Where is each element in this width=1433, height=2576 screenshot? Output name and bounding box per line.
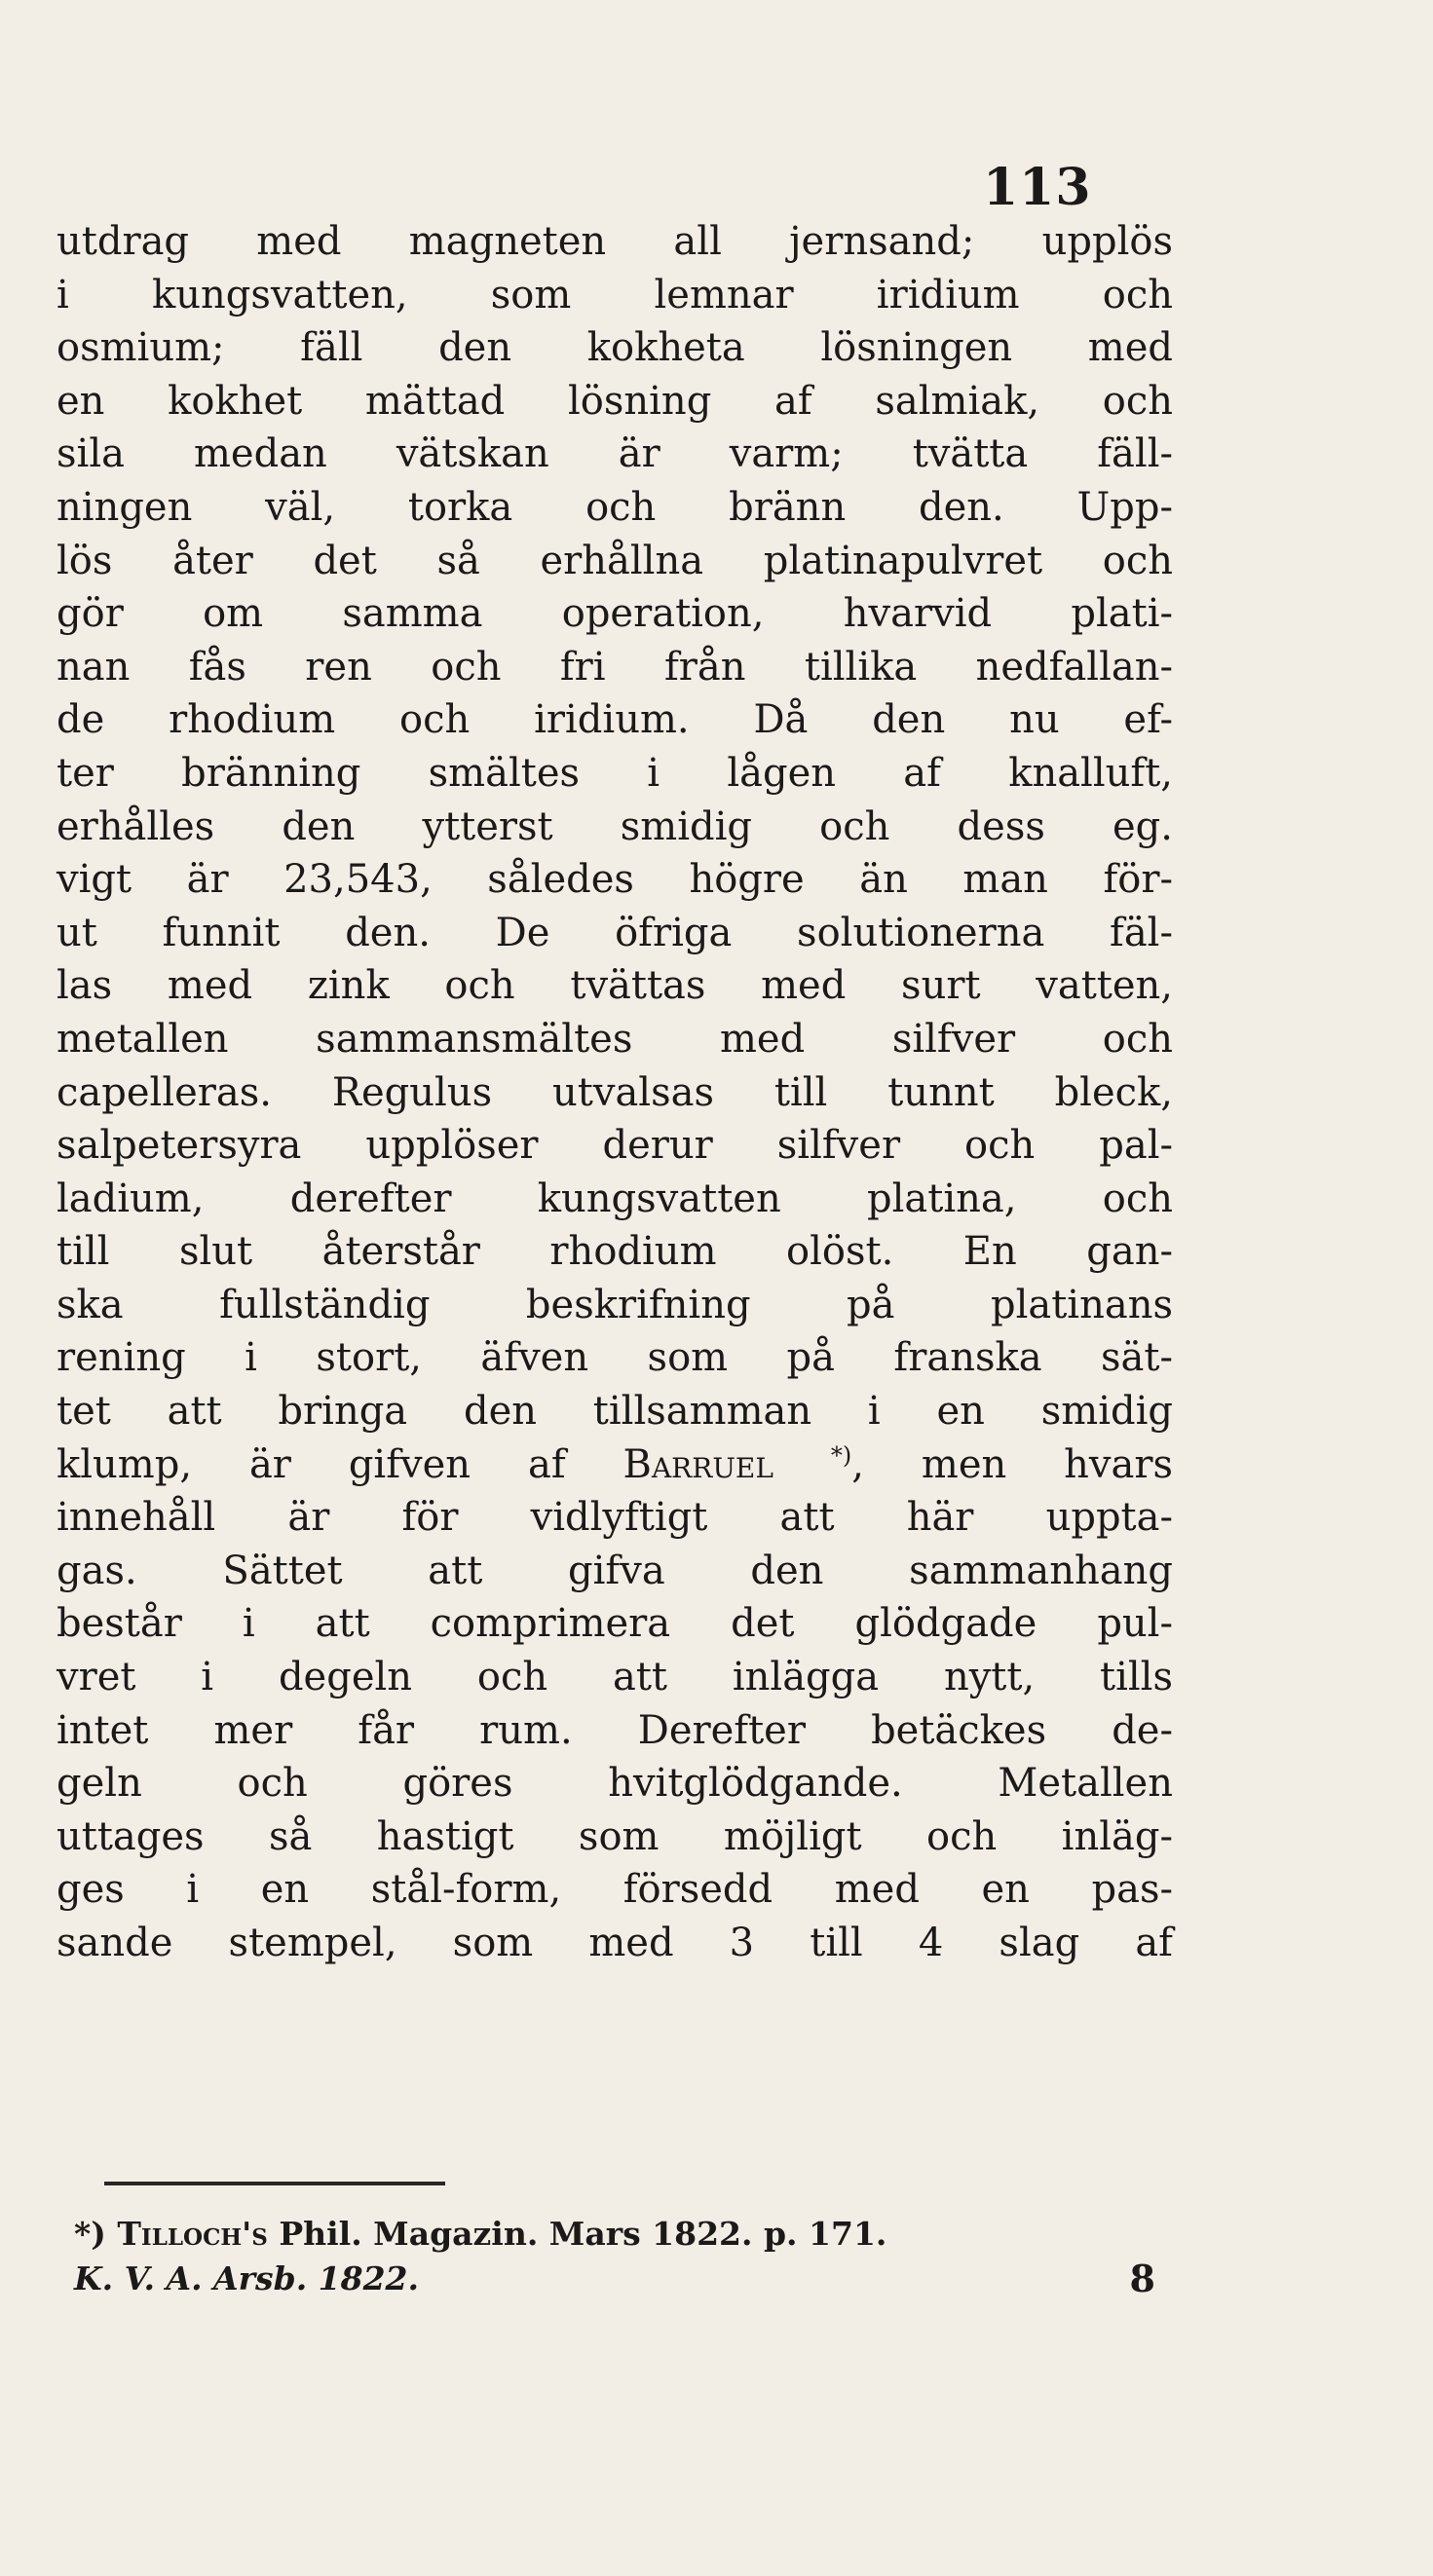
text-line: ladium, derefter kungsvatten platina, och bbox=[57, 1176, 1173, 1221]
text-line: ges i en stål-form, försedd med en pas- bbox=[57, 1867, 1173, 1913]
text-line: lös åter det så erhållna platinapulvret och bbox=[57, 538, 1173, 583]
text-line: ska fullständig beskrifning på platinans bbox=[57, 1282, 1173, 1327]
page-number: 113 bbox=[983, 158, 1092, 217]
footnote-reference: *) bbox=[830, 1441, 852, 1470]
text-line: salpetersyra upplöser derur silfver och pal- bbox=[57, 1123, 1173, 1169]
footnote-author: Tilloch's bbox=[117, 2215, 268, 2253]
footnote-marker: *) bbox=[74, 2215, 106, 2253]
text-line: osmium; fäll den kokheta lösningen med bbox=[57, 325, 1173, 371]
text-line: las med zink och tvättas med surt vatten, bbox=[57, 963, 1173, 1009]
text-line: består i att comprimera det glödgade pul- bbox=[57, 1601, 1173, 1647]
text-line: till slut återstår rhodium olöst. En gan- bbox=[57, 1229, 1173, 1275]
text-line: metallen sammansmältes med silfver och bbox=[57, 1016, 1173, 1062]
text-line: ningen väl, torka och bränn den. Upp- bbox=[57, 484, 1173, 530]
text-line: sila medan vätskan är varm; tvätta fäll- bbox=[57, 431, 1173, 477]
footnote-divider bbox=[104, 2182, 445, 2185]
text-line: rening i stort, äfven som på franska sät- bbox=[57, 1335, 1173, 1381]
text-line: ter bränning smältes i lågen af knalluft, bbox=[57, 750, 1173, 796]
text-line: ut funnit den. De öfriga solutionerna fäl- bbox=[57, 910, 1173, 955]
text-line: uttages så hastigt som möjligt och inläg- bbox=[57, 1813, 1173, 1859]
text-line: utdrag med magneten all jernsand; upplös bbox=[57, 219, 1173, 264]
author-barruel: Barruel bbox=[622, 1441, 773, 1487]
text-line: geln och göres hvitglödgande. Metallen bbox=[57, 1761, 1173, 1807]
barruel-line-after: , men hvars bbox=[851, 1441, 1174, 1487]
text-line: vigt är 23,543, således högre än man för- bbox=[57, 857, 1173, 903]
footnote bbox=[74, 2213, 1185, 2256]
text-line: i kungsvatten, som lemnar iridium och bbox=[57, 272, 1173, 317]
text-line: sande stempel, som med 3 till 4 slag af bbox=[57, 1921, 1173, 1965]
text-line: innehåll är för vidlyftigt att här uppta- bbox=[57, 1495, 1173, 1541]
signature-mark: K. V. A. Arsb. 1822. bbox=[74, 2259, 420, 2297]
text-line: de rhodium och iridium. Då den nu ef- bbox=[57, 697, 1173, 743]
text-line: gör om samma operation, hvarvid plati- bbox=[57, 591, 1173, 637]
text-line: nan fås ren och fri från tillika nedfallan- bbox=[57, 644, 1173, 690]
body-text bbox=[57, 215, 1173, 1970]
text-line: capelleras. Regulus utvalsas till tunnt bleck, bbox=[57, 1069, 1173, 1115]
signature-row bbox=[74, 2258, 1155, 2300]
text-line: gas. Sättet att gifva den sammanhang bbox=[57, 1548, 1173, 1593]
text-line: erhålles den ytterst smidig och dess eg. bbox=[57, 803, 1173, 849]
text-line: vret i degeln och att inlägga nytt, tills bbox=[57, 1655, 1173, 1700]
barruel-line-before: klump, är gifven af bbox=[57, 1441, 566, 1487]
text-line: intet mer får rum. Derefter betäckes de- bbox=[57, 1707, 1173, 1753]
text-line: en kokhet mättad lösning af salmiak, och bbox=[57, 378, 1173, 424]
text-line-barruel bbox=[57, 1438, 1173, 1492]
text-line: tet att bringa den tillsamman i en smidig bbox=[57, 1389, 1173, 1435]
signature-number: 8 bbox=[1129, 2257, 1155, 2300]
footnote-text: Phil. Magazin. Mars 1822. p. 171. bbox=[279, 2215, 887, 2253]
